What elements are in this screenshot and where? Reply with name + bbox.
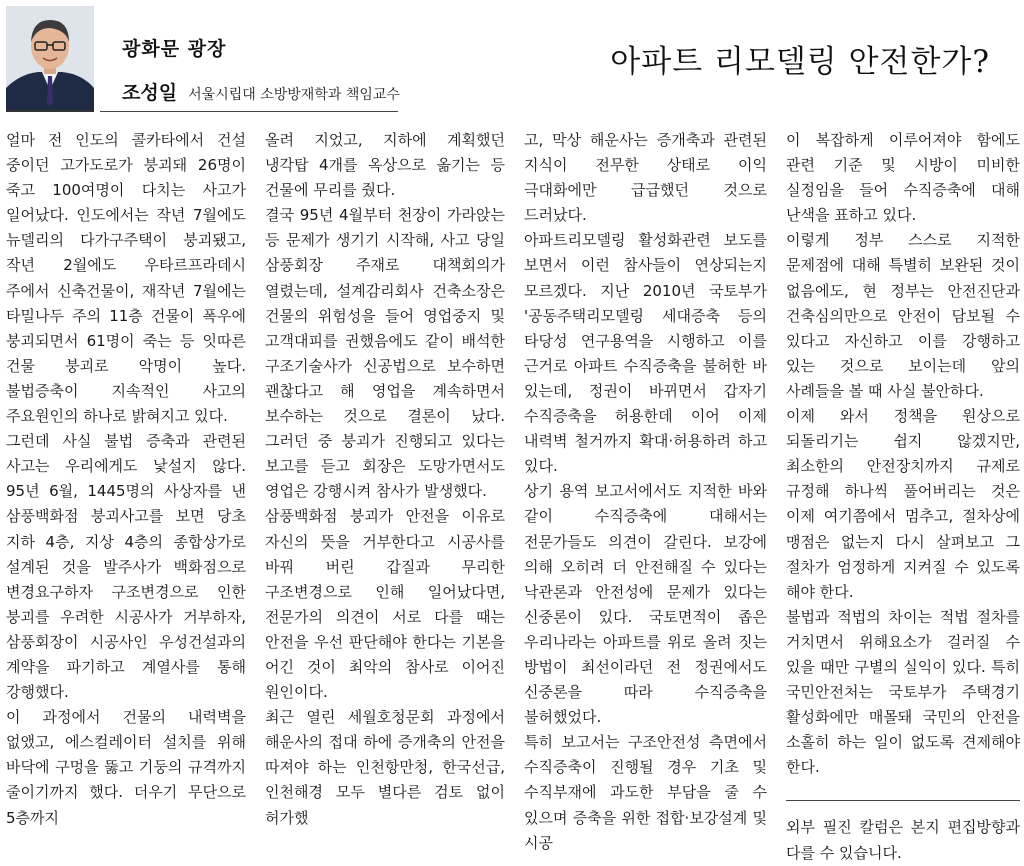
paragraph: 얼마 전 인도의 콜카타에서 건설 중이던 고가도로가 붕괴돼 26명이 죽고 100여명이 다치는 사고가 일어났다. 인도에서는 작년 7월에도 뉴델리의 다가구주택이 붕괴됐고, 작년 2월에도 우타르프라데시 주에서 신축건물이, 재작년 7월에는 타밀나두 주의 11층 건물이 폭우에 붕괴되면서 61명이 죽는 등 잇따른 건물 붕괴로 악명이 높다. 불법증축이 지속적인 사고의 주요원인의 하나로 밝혀지고 있다. — [6, 131, 246, 426]
article-column-1 — [6, 128, 246, 827]
paragraph: 불법과 적법의 차이는 적법 절차를 거치면서 위해요소가 걸러질 수 있을 때만 구별의 실익이 있다. 특히 국민안전처는 국토부가 주택경기 활성화에만 매몰돼 국민의 안전을 소홀히 하는 일이 없도록 견제해야 한다. — [786, 607, 1020, 777]
paragraph: 이 복잡하게 이루어져야 함에도 관련 기준 및 시방이 미비한 실정임을 들어 수직증축에 대해 난색을 표하고 있다. — [786, 131, 1020, 225]
paragraph: 이렇게 정부 스스로 지적한 문제점에 대해 특별히 보완된 것이 없음에도, 현 정부는 안전진단과 건축심의만으로 안전이 담보될 수 있다고 자신하고 이를 강행하고 있는 것으로 보이는데 앞의 사례들을 볼 때 사실 불안하다. — [786, 231, 1020, 400]
paragraph: 이 과정에서 건물의 내력벽을 없앴고, 에스컬레이터 설치를 위해 바닥에 구멍을 뚫고 기둥의 규격까지 줄이기까지 했다. 더우기 무단으로 5층까지 — [6, 708, 246, 827]
paragraph: 상기 용역 보고서에서도 지적한 바와 같이 수직증축에 대해서는 전문가들도 의견이 갈린다. 보강에 의해 오히려 더 안전해질 수 있다는 낙관론과 안전성에 문제가 있다는 신중론이 있다. 국토면적이 좁은 우리나라는 아파트를 위로 올려 짓는 방법이 최선이라던 전 정권에서도 신중론을 따라 수직증축을 불허했었다. — [524, 482, 767, 727]
paragraph: 결국 95년 4월부터 천장이 가라앉는 등 문제가 생기기 시작해, 사고 당일 삼풍회장 주재로 대책회의가 열렸는데, 설계감리회사 건축소장은 건물의 위험성을 들어 영업중지 및 고객대피를 권했음에도 같이 배석한 구조기술사가 신공법으로 보수하면 괜찮다고 해 영업을 계속하면서 보수하는 것으로 결론이 났다. 그러던 중 붕괴가 진행되고 있다는 보고를 듣고 회장은 도망가면서도 영업은 강행시켜 참사가 발생했다. — [265, 206, 505, 501]
header-divider — [100, 111, 398, 112]
editorial-disclaimer: 외부 필진 칼럼은 본지 편집방향과 다를 수 있습니다. — [786, 800, 1020, 865]
paragraph: 삼풍백화점 붕괴가 안전을 이유로 자신의 뜻을 거부한다고 시공사를 바꿔 버린 갑질과 무리한 구조변경으로 인해 일어났다면, 전문가의 의견이 서로 다를 때는 안전을 우선 판단해야 한다는 기본을 어긴 것이 최악의 참사로 이어진 원인이다. — [265, 507, 505, 702]
paragraph: 최근 열린 세월호청문회 과정에서 해운사의 접대 하에 증개축의 안전을 따져야 하는 인천항만청, 한국선급, 인천해경 모두 별다른 검토 없이 허가했 — [265, 708, 505, 827]
paragraph: 올려 지었고, 지하에 계획했던 냉각탑 4개를 옥상으로 옮기는 등 건물에 무리를 줬다. — [265, 131, 505, 200]
article-column-2 — [265, 128, 505, 827]
paragraph: 특히 보고서는 구조안전성 측면에서 수직증축이 진행될 경우 기초 및 수직부재에 과도한 부담을 줄 수 있으며 증축을 위한 접합·보강설계 및 시공 — [524, 733, 767, 852]
author-name: 조성일 — [122, 82, 178, 104]
author-affiliation: 서울시립대 소방방재학과 책임교수 — [188, 87, 400, 103]
byline — [122, 78, 400, 105]
paragraph: 고, 막상 해운사는 증개축과 관련된 지식이 전무한 상태로 이익 극대화에만 급급했던 것으로 드러났다. — [524, 131, 767, 225]
paragraph: 이제 와서 정책을 원상으로 되돌리기는 쉽지 않겠지만, 최소한의 안전장치까지 규제로 규정해 하나씩 풀어버리는 것은 이제 여기쯤에서 멈추고, 절차상에 맹점은 없는지 다시 살펴보고 그 절차가 엄정하게 지켜질 수 있도록 해야 한다. — [786, 407, 1020, 601]
headline: 아파트 리모델링 안전한가? — [610, 44, 990, 80]
article-column-4 — [786, 128, 1020, 862]
article-column-3 — [524, 128, 767, 852]
author-photo — [6, 6, 94, 112]
column-name: 광화문 광장 — [122, 38, 227, 60]
paragraph: 그런데 사실 불법 증축과 관련된 사고는 우리에게도 낯설지 않다. 95년 6월, 1445명의 사상자를 낸 삼풍백화점 붕괴사고를 보면 당초 지하 4층, 지상 4층의 종합상가로 설계된 것을 발주사가 백화점으로 변경요구하자 구조변경으로 인한 붕괴를 우려한 시공사가 거부하자, 삼풍회장이 시공사인 우성건설과의 계약을 파기하고 계열사를 통해 강행했다. — [6, 432, 246, 702]
paragraph: 아파트리모델링 활성화관련 보도를 보면서 이런 참사들이 연상되는지 모르겠다. 지난 2010년 국토부가 '공동주택리모델링 세대증축 등의 타당성 연구용역을 시행하고 이를 근거로 아파트 수직증축을 불허한 바 있는데, 정권이 바뀌면서 갑자기 수직증축을 허용한데 이어 이제 내력벽 철거까지 확대·허용하려 하고 있다. — [524, 231, 767, 476]
